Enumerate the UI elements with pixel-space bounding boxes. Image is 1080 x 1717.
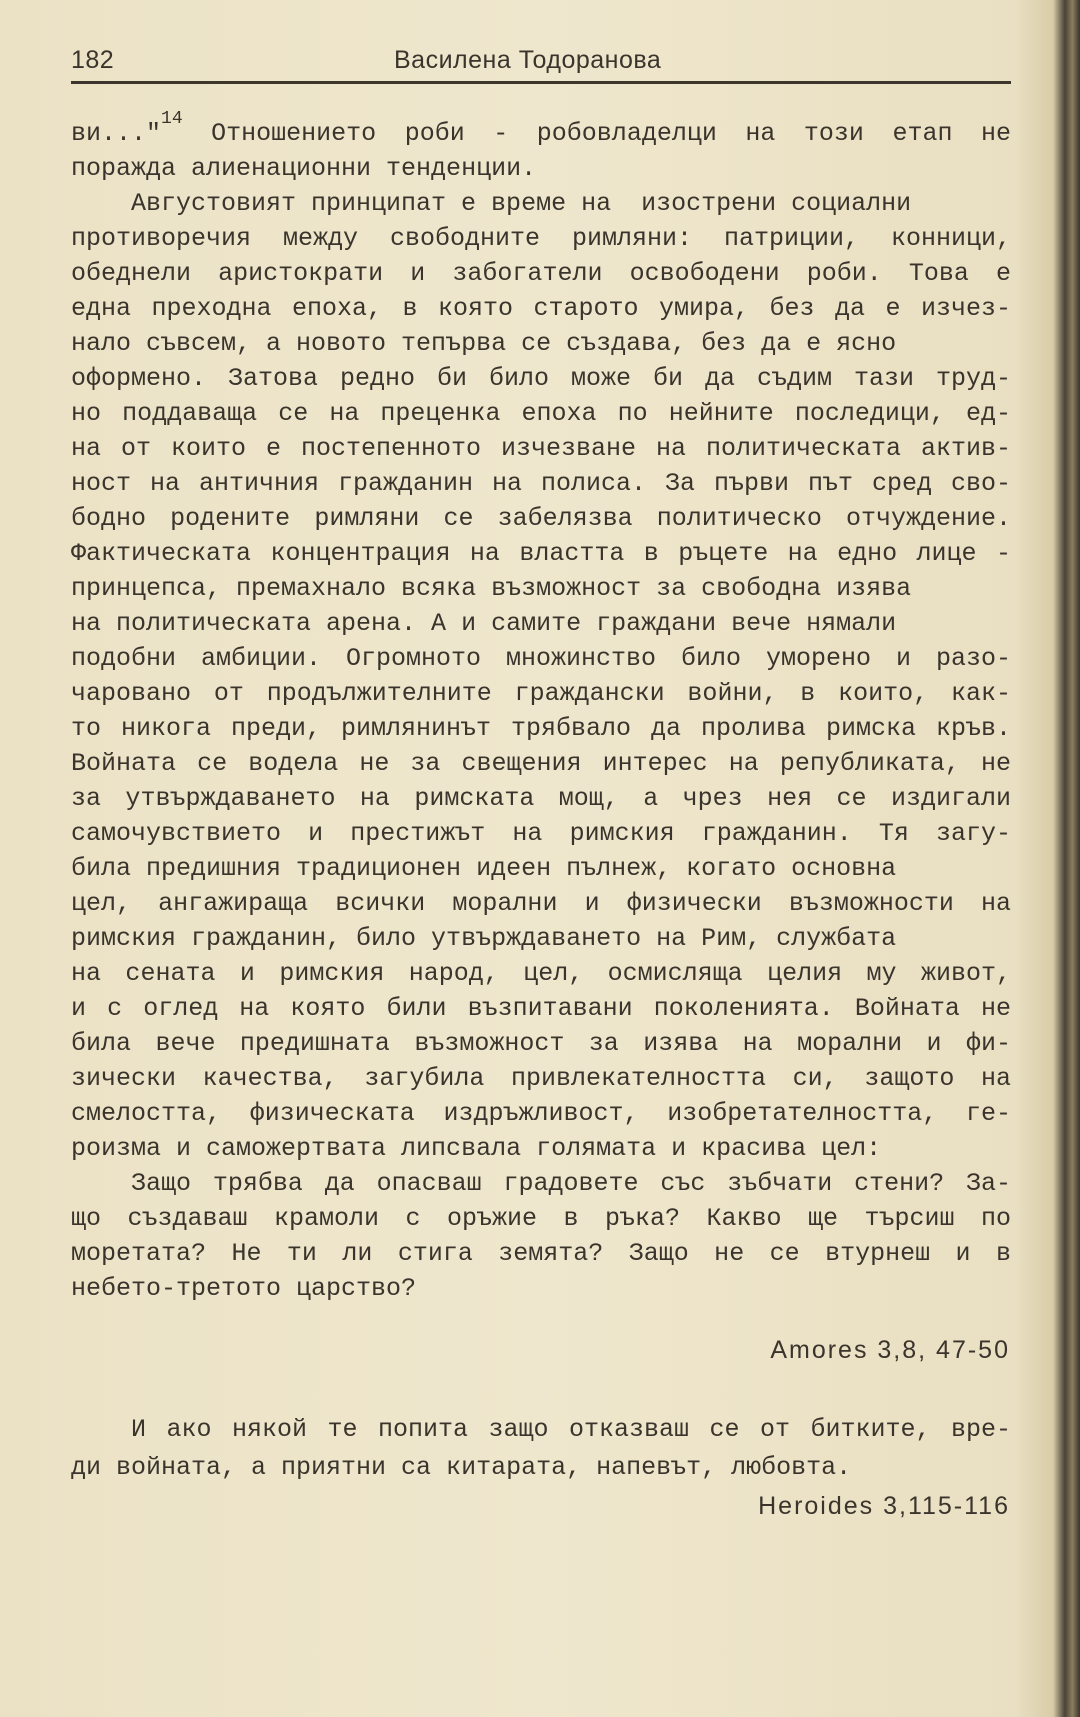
text-line: ди войната, а приятни са китарата, напевът, любовта. — [71, 1453, 852, 1482]
text-line: една преходна епоха, в която старото умира, без да е изчез- — [71, 294, 1011, 323]
text-line: цел, ангажираща всички морални и физически възможности на — [71, 889, 1011, 918]
text-line: на политическата арена. А и самите граждани вече нямали — [71, 609, 897, 638]
running-header-author: Василена Тодоранова — [394, 46, 662, 74]
text-line: оформено. Затова редно би било може би да съдим тази труд- — [71, 364, 1011, 393]
text-line: римския гражданин, било утвърждаването на Рим, службата — [71, 924, 897, 953]
header-rule — [71, 81, 1011, 84]
body-text — [71, 109, 1011, 1306]
text-line: за утвърждаването на римската мощ, а чрез нея се издигали — [71, 784, 1011, 813]
citation-heroides: Heroides 3,115-116 — [758, 1492, 1010, 1520]
text-line: ност на античния гражданин на полиса. За първи път сред сво- — [71, 469, 1011, 498]
text-line: самочувствието и престижът на римския гражданин. Тя загу- — [71, 819, 1011, 848]
text-line: то никога преди, римлянинът трябвало да пролива римска кръв. — [71, 714, 1011, 743]
text-line: обеднели аристократи и забогатели освободени роби. Това е — [71, 259, 1011, 288]
text-line: противоречия между свободните римляни: патриции, конници, — [71, 224, 1011, 253]
text-line: принцепса, премахнало всяка възможност за свободна изява — [71, 574, 912, 603]
text-line: роизма и саможертвата липсвала голямата и красива цел: — [71, 1134, 882, 1163]
page-number: 182 — [71, 46, 115, 74]
text-line: подобни амбиции. Огромното множинство било уморено и разо- — [71, 644, 1011, 673]
text-line: чаровано от продължителните граждански войни, в които, как- — [71, 679, 1011, 708]
text-line — [71, 109, 1011, 151]
text-line: И ако някой те попита защо отказваш се от битките, вре- — [131, 1415, 1011, 1444]
text-fragment: Отношението роби - робовладелци на този етап не — [182, 119, 1011, 148]
text-line: на от които е постепенното изчезване на политическата актив- — [71, 434, 1011, 463]
text-line: моретата? Не ти ли стига земята? Защо не се втурнеш и в — [71, 1239, 1011, 1268]
footnote-marker: 14 — [161, 109, 183, 129]
text-line: бодно родените римляни се забелязва политическо отчуждение. — [71, 504, 1011, 533]
citation-amores: Amores 3,8, 47-50 — [770, 1336, 1010, 1364]
text-line: и с оглед на която били възпитавани поколенията. Войната не — [71, 994, 1011, 1023]
text-line: що създаваш крамоли с оръжие в ръка? Какво ще търсиш по — [71, 1204, 1011, 1233]
text-line: Войната се водела не за свещения интерес на републиката, не — [71, 749, 1011, 778]
text-line: Фактическата концентрация на властта в ръцете на едно лице - — [71, 539, 1011, 568]
text-line: небето-третото царство? — [71, 1274, 417, 1303]
text-line: на сената и римския народ, цел, осмисляща целия му живот, — [71, 959, 1011, 988]
text-line: смелостта, физическата издръжливост, изобретателността, ге- — [71, 1099, 1011, 1128]
text-line: Защо трябва да опасваш градовете със зъбчати стени? За- — [131, 1169, 1011, 1198]
text-fragment: ви..." — [71, 119, 162, 148]
text-line: била предишния традиционен идеен пълнеж, когато основна — [71, 854, 897, 883]
text-line: нало съвсем, а новото тепърва се създава, без да е ясно — [71, 329, 897, 358]
text-line: била вече предишната възможност за изява на морални и фи- — [71, 1029, 1011, 1058]
quotation-block — [71, 1411, 1011, 1487]
text-line: зически качества, загубила привлекателността си, защото на — [71, 1064, 1011, 1093]
text-line: поражда алиенационни тенденции. — [71, 154, 537, 183]
text-line: Августовият принципат е време на изострени социални — [131, 189, 912, 218]
text-line: но поддаваща се на преценка епоха по нейните последици, ед- — [71, 399, 1011, 428]
